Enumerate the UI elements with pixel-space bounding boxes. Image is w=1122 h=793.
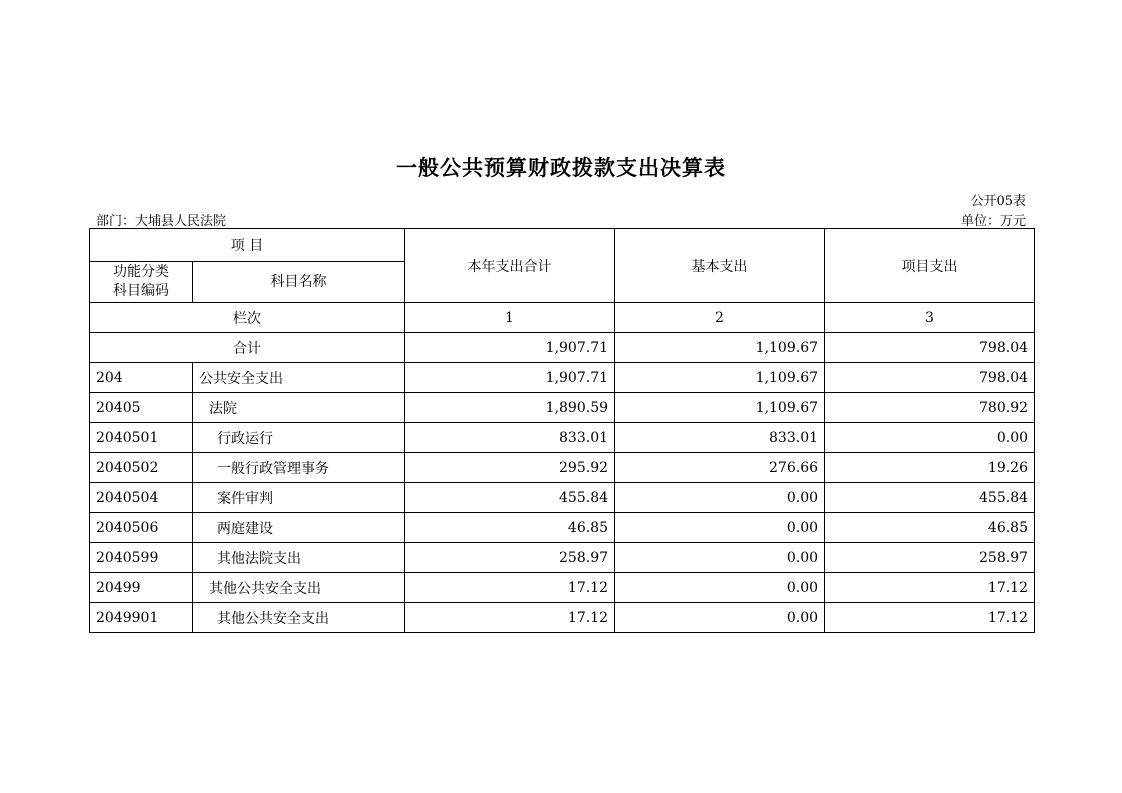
unit-label: 单位：万元 bbox=[960, 214, 1026, 229]
table-row bbox=[90, 453, 1035, 483]
row-total: 295.92 bbox=[405, 453, 615, 483]
row-name: 法院 bbox=[193, 393, 405, 423]
total-project: 798.04 bbox=[825, 333, 1035, 363]
header-code-line2: 科目编码 bbox=[113, 283, 169, 299]
row-index bbox=[90, 303, 1035, 333]
document-title: 一般公共预算财政拨款支出决算表 bbox=[396, 155, 726, 180]
row-basic: 0.00 bbox=[615, 603, 825, 633]
row-index-label: 栏次 bbox=[90, 303, 405, 333]
row-project: 17.12 bbox=[825, 603, 1035, 633]
row-project: 19.26 bbox=[825, 453, 1035, 483]
row-basic: 0.00 bbox=[615, 573, 825, 603]
row-name: 其他法院支出 bbox=[193, 543, 405, 573]
row-basic: 1,109.67 bbox=[615, 393, 825, 423]
row-basic: 276.66 bbox=[615, 453, 825, 483]
form-number: 公开05表 bbox=[970, 194, 1026, 209]
total-label: 合计 bbox=[90, 333, 405, 363]
row-name: 案件审判 bbox=[193, 483, 405, 513]
department-label: 部门：大埔县人民法院 bbox=[96, 214, 227, 229]
row-total: 17.12 bbox=[405, 573, 615, 603]
row-name: 其他公共安全支出 bbox=[193, 573, 405, 603]
header-total: 本年支出合计 bbox=[405, 229, 615, 303]
header-code bbox=[90, 262, 193, 303]
row-project: 258.97 bbox=[825, 543, 1035, 573]
table-row bbox=[90, 513, 1035, 543]
expenditure-table bbox=[89, 228, 1035, 633]
row-total: 1,907.71 bbox=[405, 363, 615, 393]
row-project: 798.04 bbox=[825, 363, 1035, 393]
row-code: 204 bbox=[90, 363, 193, 393]
row-total: 46.85 bbox=[405, 513, 615, 543]
row-code: 2040502 bbox=[90, 453, 193, 483]
row-name: 行政运行 bbox=[193, 423, 405, 453]
row-basic: 0.00 bbox=[615, 543, 825, 573]
row-basic: 0.00 bbox=[615, 483, 825, 513]
row-code: 2040504 bbox=[90, 483, 193, 513]
header-row-top bbox=[90, 229, 1035, 262]
header-basic: 基本支出 bbox=[615, 229, 825, 303]
row-project: 780.92 bbox=[825, 393, 1035, 423]
row-code: 2040599 bbox=[90, 543, 193, 573]
row-code: 2049901 bbox=[90, 603, 193, 633]
table-row bbox=[90, 573, 1035, 603]
table-row bbox=[90, 603, 1035, 633]
row-basic: 0.00 bbox=[615, 513, 825, 543]
row-total: 455.84 bbox=[405, 483, 615, 513]
row-project: 0.00 bbox=[825, 423, 1035, 453]
row-total: 17.12 bbox=[405, 603, 615, 633]
row-name: 两庭建设 bbox=[193, 513, 405, 543]
row-name: 一般行政管理事务 bbox=[193, 453, 405, 483]
row-name: 其他公共安全支出 bbox=[193, 603, 405, 633]
row-basic: 1,109.67 bbox=[615, 363, 825, 393]
total-total: 1,907.71 bbox=[405, 333, 615, 363]
table-row bbox=[90, 393, 1035, 423]
row-project: 455.84 bbox=[825, 483, 1035, 513]
header-code-line1: 功能分类 bbox=[113, 264, 169, 280]
row-basic: 833.01 bbox=[615, 423, 825, 453]
row-total: 258.97 bbox=[405, 543, 615, 573]
header-project: 项目支出 bbox=[825, 229, 1035, 303]
total-basic: 1,109.67 bbox=[615, 333, 825, 363]
row-code: 20405 bbox=[90, 393, 193, 423]
row-code: 20499 bbox=[90, 573, 193, 603]
header-item: 项 目 bbox=[90, 229, 405, 262]
total-row bbox=[90, 333, 1035, 363]
row-code: 2040501 bbox=[90, 423, 193, 453]
row-code: 2040506 bbox=[90, 513, 193, 543]
table-row bbox=[90, 483, 1035, 513]
row-project: 46.85 bbox=[825, 513, 1035, 543]
row-total: 833.01 bbox=[405, 423, 615, 453]
row-name: 公共安全支出 bbox=[193, 363, 405, 393]
table-row bbox=[90, 363, 1035, 393]
row-total: 1,890.59 bbox=[405, 393, 615, 423]
row-index-c3: 3 bbox=[825, 303, 1035, 333]
row-index-c1: 1 bbox=[405, 303, 615, 333]
row-index-c2: 2 bbox=[615, 303, 825, 333]
table-row bbox=[90, 543, 1035, 573]
table-row bbox=[90, 423, 1035, 453]
row-project: 17.12 bbox=[825, 573, 1035, 603]
header-name: 科目名称 bbox=[193, 262, 405, 303]
